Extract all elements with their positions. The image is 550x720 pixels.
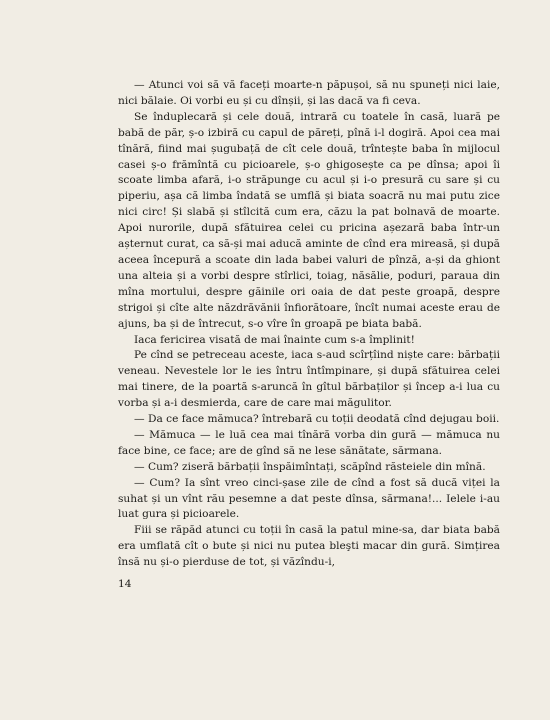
paragraph: Iaca fericirea visată de mai înainte cum s-a împlinit! xyxy=(134,333,415,346)
paragraph: Pe cînd se petreceau aceste, iaca s-aud scîrțîind niște care: bărbații veneau. Nevestele lor le ies întru întîmpinare, și după sfătuirea celei mai tinere, de la poartă s-aruncă în gîtul bărbaților și încep a-i lua cu vorba și a-i desmierda, care de care mai măgulitor. xyxy=(118,349,500,410)
paragraph: — Atunci voi să vă faceți moarte-n păpușoi, să nu spuneți nici laie, nici bălaie. Oi vorbi eu și cu dînșii, și las dacă va fi ceva. xyxy=(118,79,500,107)
page-number: 14 xyxy=(118,578,132,590)
page-text xyxy=(118,78,500,571)
paragraph: — Mămuca — le luă cea mai tînără vorba din gură — mămuca nu face bine, ce face; are de gînd să ne lese sănătate, sărmana. xyxy=(118,428,500,457)
paragraph: — Cum? ziseră bărbații înspăimîntați, scăpînd răsteiele din mînă. xyxy=(134,460,486,473)
paragraph: — Da ce face mămuca? întrebară cu toții deodată cînd dejugau boii. xyxy=(134,413,500,426)
paragraph: Fiii se răpăd atunci cu toții în casă la patul mine-sa, dar biata babă era umflată cît o bute și nici nu putea bleşti macar din gură. Simțirea însă nu și-o pierduse de tot, și văzîndu-i, xyxy=(118,524,500,569)
paragraph: Se înduplecară și cele două, intrară cu toatele în casă, luară pe babă de păr, ș-o izbiră cu capul de păreți, pînă i-l dogiră. Apoi cea mai tînără, fiind mai șugubață de cît cele două, trîntește baba în mijlocul casei ș-o frămîntă cu picioarele, ș-o ghigosește ca pe dînsa; apoi îi scoate limba afară, i-o străpunge cu acul și i-o presură cu sare și cu piperiu, așa că limba îndată se umflă și biata soacră nu mai putu zice nici circ! Și slabă și stîlcită cum era, căzu la pat bolnavă de moarte. Apoi nurorile, după sfătuirea celei cu pricina așezară baba într-un așternut curat, ca să-și mai aducă aminte de cînd era mireasă, și după aceea începură a scoate din lada babei valuri de pînză, a-și da ghiont una alteia și a vorbi despre stîrlici, toiag, năsălie, poduri, paraua din mîna mortului, despre găinile ori oaia de dat peste groapă, despre strigoi și cîte alte năzdrăvănii înfiorătoare, încît numai aceste erau de ajuns, ba și de întrecut, s-o vîre în groapă pe biata babă. xyxy=(118,110,500,330)
paragraph: — Cum? Ia sînt vreo cinci-șase zile de cînd a fost să ducă viței la suhat și un vînt rău pesemne a dat peste dînsa, sărmana!... Ielele i-au luat gura și picioarele. xyxy=(118,476,500,521)
